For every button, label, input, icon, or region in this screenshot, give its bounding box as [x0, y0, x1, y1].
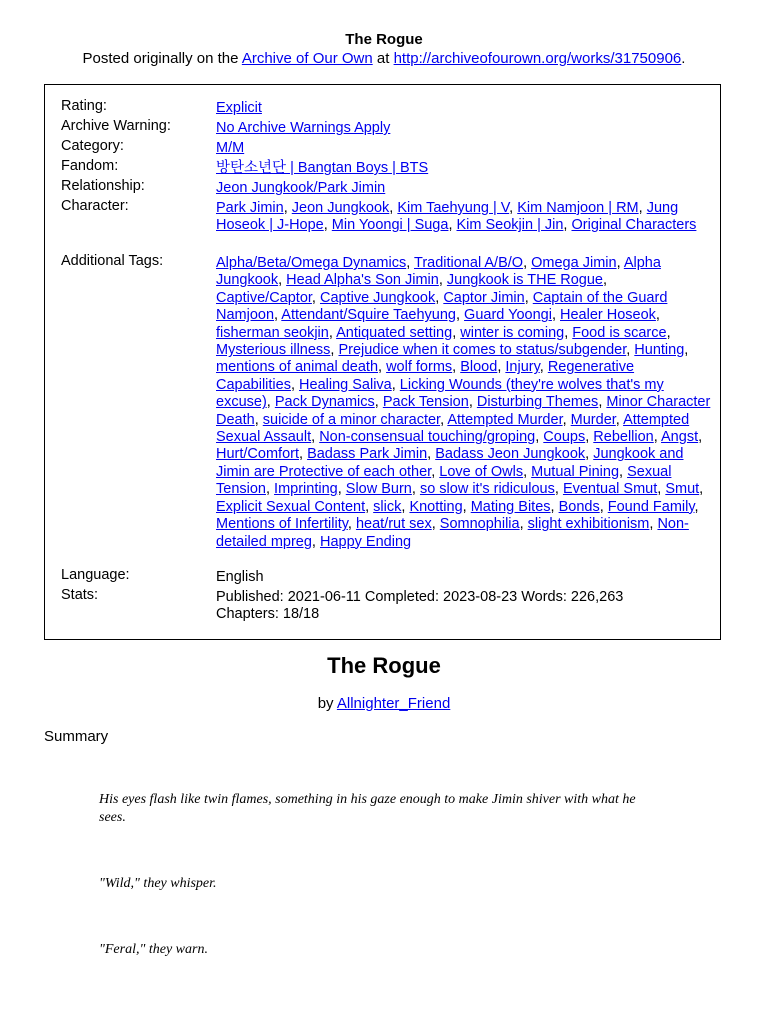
stats-label: Stats:: [61, 587, 99, 603]
tag-link[interactable]: Mysterious illness: [216, 342, 331, 359]
posted-at: at: [372, 50, 394, 67]
work-url-link[interactable]: http://archiveofourown.org/works/31750906: [393, 50, 682, 67]
tag-link[interactable]: Omega Jimin: [531, 255, 617, 271]
tag-link[interactable]: Head Alpha's Son Jimin: [286, 272, 439, 289]
work-title: The Rogue: [327, 653, 441, 678]
tag-link[interactable]: Smut: [665, 481, 700, 498]
posted-period: .: [681, 50, 686, 67]
metadata-box: [44, 84, 721, 640]
character-label: Character:: [61, 198, 129, 214]
fandom-label: Fandom:: [61, 158, 119, 174]
summary-heading: Summary: [44, 728, 109, 745]
tag-link[interactable]: Healer Hoseok: [560, 307, 656, 324]
posted-line: [0, 50, 768, 67]
language-label: Language:: [61, 567, 130, 583]
tag-link[interactable]: Alpha/Beta/Omega Dynamics: [216, 255, 407, 271]
tag-link[interactable]: Injury: [505, 359, 540, 376]
posted-prefix: Posted originally on the: [82, 50, 242, 67]
tag-link[interactable]: Bonds: [558, 498, 600, 515]
character-list: Park Jimin, Jeon Jungkook, Kim Taehyung | V, Kim Namjoon | RM, Jung Hoseok | J-Hope, Min Yoongi | Suga, Kim Seokjin | Jin, Original Characters: [216, 200, 697, 234]
warning-label: Archive Warning:: [61, 118, 171, 134]
tag-link[interactable]: Guard Yoongi: [464, 307, 552, 324]
tag-link[interactable]: Imprinting: [274, 481, 338, 498]
tag-link[interactable]: Rebellion: [593, 429, 654, 446]
tag-link[interactable]: wolf forms: [386, 359, 453, 376]
tag-link[interactable]: Captive/Captor: [216, 289, 312, 306]
tag-link[interactable]: Captive Jungkook: [319, 289, 436, 306]
tag-link[interactable]: Pack Dynamics: [274, 394, 375, 411]
tag-link[interactable]: Alpha Jungkook: [216, 255, 661, 289]
tag-link[interactable]: Attendant/Squire Taehyung: [281, 307, 456, 324]
byline: [0, 695, 768, 712]
tag-link[interactable]: Traditional A/B/O: [414, 255, 524, 271]
document-title: The Rogue: [345, 31, 423, 48]
tag-link[interactable]: slight exhibitionism: [527, 516, 650, 533]
tag-link[interactable]: mentions of animal death: [216, 359, 379, 376]
relationship-link[interactable]: Jeon Jungkook/Park Jimin: [216, 180, 386, 196]
archive-link[interactable]: Archive of Our Own: [241, 50, 373, 67]
tag-link[interactable]: Regenerative Capabilities: [216, 359, 635, 393]
relationship-label: Relationship:: [61, 178, 145, 194]
tag-link[interactable]: Attempted Murder: [447, 411, 563, 428]
tag-link[interactable]: Jungkook is THE Rogue: [446, 272, 604, 289]
tag-link[interactable]: so slow it's ridiculous: [419, 481, 555, 498]
tag-link[interactable]: Minor Character Death: [216, 394, 711, 428]
tag-link[interactable]: Somnophilia: [439, 516, 520, 533]
summary-paragraph: "Feral," they warn.: [99, 942, 208, 957]
tag-link[interactable]: Love of Owls: [439, 463, 524, 480]
tags-label: Additional Tags:: [61, 253, 164, 269]
language-value: English: [216, 569, 264, 585]
tag-link[interactable]: Kim Seokjin | Jin: [456, 217, 564, 234]
tag-link[interactable]: Original Characters: [571, 217, 697, 234]
tag-link[interactable]: Prejudice when it comes to status/subgender: [338, 342, 627, 359]
tag-link[interactable]: Badass Park Jimin: [307, 446, 428, 463]
tag-link[interactable]: Mentions of Infertility: [216, 516, 348, 533]
tag-link[interactable]: Healing Saliva: [299, 376, 392, 393]
tag-link[interactable]: Hurt/Comfort: [216, 446, 299, 463]
warning-link[interactable]: No Archive Warnings Apply: [216, 120, 391, 136]
tag-link[interactable]: Food is scarce: [572, 324, 667, 341]
tag-link[interactable]: Slow Burn: [345, 481, 412, 498]
tag-link[interactable]: heat/rut sex: [355, 516, 432, 533]
byline-prefix: by: [317, 695, 337, 712]
tag-link[interactable]: Jungkook and Jimin are Protective of each other: [216, 446, 684, 480]
tag-link[interactable]: Mutual Pining: [531, 463, 620, 480]
category-label: Category:: [61, 138, 124, 154]
summary-paragraph: "Wild," they whisper.: [99, 876, 217, 891]
tag-link[interactable]: Knotting: [409, 498, 463, 515]
tag-link[interactable]: Non-detailed mpreg: [216, 516, 689, 550]
tag-link[interactable]: Angst: [661, 429, 699, 446]
tag-link[interactable]: Hunting: [634, 342, 685, 359]
tag-link[interactable]: Captain of the Guard Namjoon: [216, 289, 668, 324]
tag-link[interactable]: Explicit Sexual Content: [216, 498, 366, 515]
fandom-link[interactable]: 방탄소년단 | Bangtan Boys | BTS: [216, 160, 429, 176]
tag-link[interactable]: Min Yoongi | Suga: [331, 217, 449, 234]
tag-link[interactable]: Mating Bites: [470, 498, 551, 515]
tag-link[interactable]: Murder: [570, 411, 616, 428]
tag-link[interactable]: Eventual Smut: [562, 481, 658, 498]
tag-link[interactable]: suicide of a minor character: [262, 411, 441, 428]
tag-link[interactable]: Blood: [460, 359, 498, 376]
tag-link[interactable]: Sexual Tension: [216, 463, 672, 498]
tag-link[interactable]: Captor Jimin: [443, 289, 525, 306]
tag-link[interactable]: Found Family: [607, 498, 695, 515]
tag-link[interactable]: Kim Taehyung | V: [397, 200, 510, 216]
rating-label: Rating:: [61, 98, 107, 114]
tag-link[interactable]: Kim Namjoon | RM: [517, 200, 639, 216]
tag-link[interactable]: Happy Ending: [319, 533, 412, 550]
tag-link[interactable]: Badass Jeon Jungkook: [435, 446, 586, 463]
tag-link[interactable]: Disturbing Themes: [476, 394, 599, 411]
tag-link[interactable]: Antiquated setting: [336, 324, 453, 341]
tag-link[interactable]: slick: [373, 498, 402, 515]
tag-link[interactable]: Park Jimin: [216, 200, 284, 216]
tag-link[interactable]: Licking Wounds (they're wolves that's my excuse): [216, 376, 664, 411]
summary-paragraph: His eyes flash like twin flames, something in his gaze enough to make Jimin shiver with what he sees.: [99, 792, 636, 825]
stats-value: Published: 2021-06-11 Completed: 2023-08-23 Words: 226,263 Chapters: 18/18: [216, 589, 624, 623]
tag-link[interactable]: Non-consensual touching/groping: [319, 429, 536, 446]
tag-link[interactable]: fisherman seokjin: [216, 324, 329, 341]
tag-link[interactable]: Jung Hoseok | J-Hope: [216, 200, 679, 234]
tag-link[interactable]: Attempted Sexual Assault: [216, 411, 690, 446]
category-link[interactable]: M/M: [216, 140, 245, 156]
tag-link[interactable]: Coups: [543, 429, 586, 446]
tag-link[interactable]: Jeon Jungkook: [291, 200, 390, 216]
tag-list: Alpha/Beta/Omega Dynamics, Traditional A/B/O, Omega Jimin, Alpha Jungkook, Head Alpha's Son Jimin, Jungkook is THE Rogue, Captive/Captor, Captive Jungkook, Captor Jimin, Captain of the Guard Namjoon, Attendant/Squire Taehyung, Guard Yoongi, Healer Hoseok, fisherman seokjin, Antiquated setting, winter is coming, Food is scarce, Mysterious illness, Prejudice when it comes to status/subgender, Hunting, mentions of animal death, wolf forms, Blood, Injury, Regenerative Capabilities, Healing Saliva, Licking Wounds (they're wolves that's my excuse), Pack Dynamics, Pack Tension, Disturbing Themes, Minor Character Death, suicide of a minor character, Attempted Murder, Murder, Attempted Sexual Assault, Non-consensual touching/groping, Coups, Rebellion, Angst, Hurt/Comfort, Badass Park Jimin, Badass Jeon Jungkook, Jungkook and Jimin are Protective of each other, Love of Owls, Mutual Pining, Sexual Tension, Imprinting, Slow Burn, so slow it's ridiculous, Eventual Smut, Smut, Explicit Sexual Content, slick, Knotting, Mating Bites, Bonds, Found Family, Mentions of Infertility, heat/rut sex, Somnophilia, slight exhibitionism, Non-detailed mpreg, Happy Ending: [216, 255, 711, 550]
rating-link[interactable]: Explicit: [216, 100, 262, 116]
author-link[interactable]: Allnighter_Friend: [336, 695, 451, 712]
tag-link[interactable]: winter is coming: [460, 324, 565, 341]
tag-link[interactable]: Pack Tension: [382, 394, 469, 411]
